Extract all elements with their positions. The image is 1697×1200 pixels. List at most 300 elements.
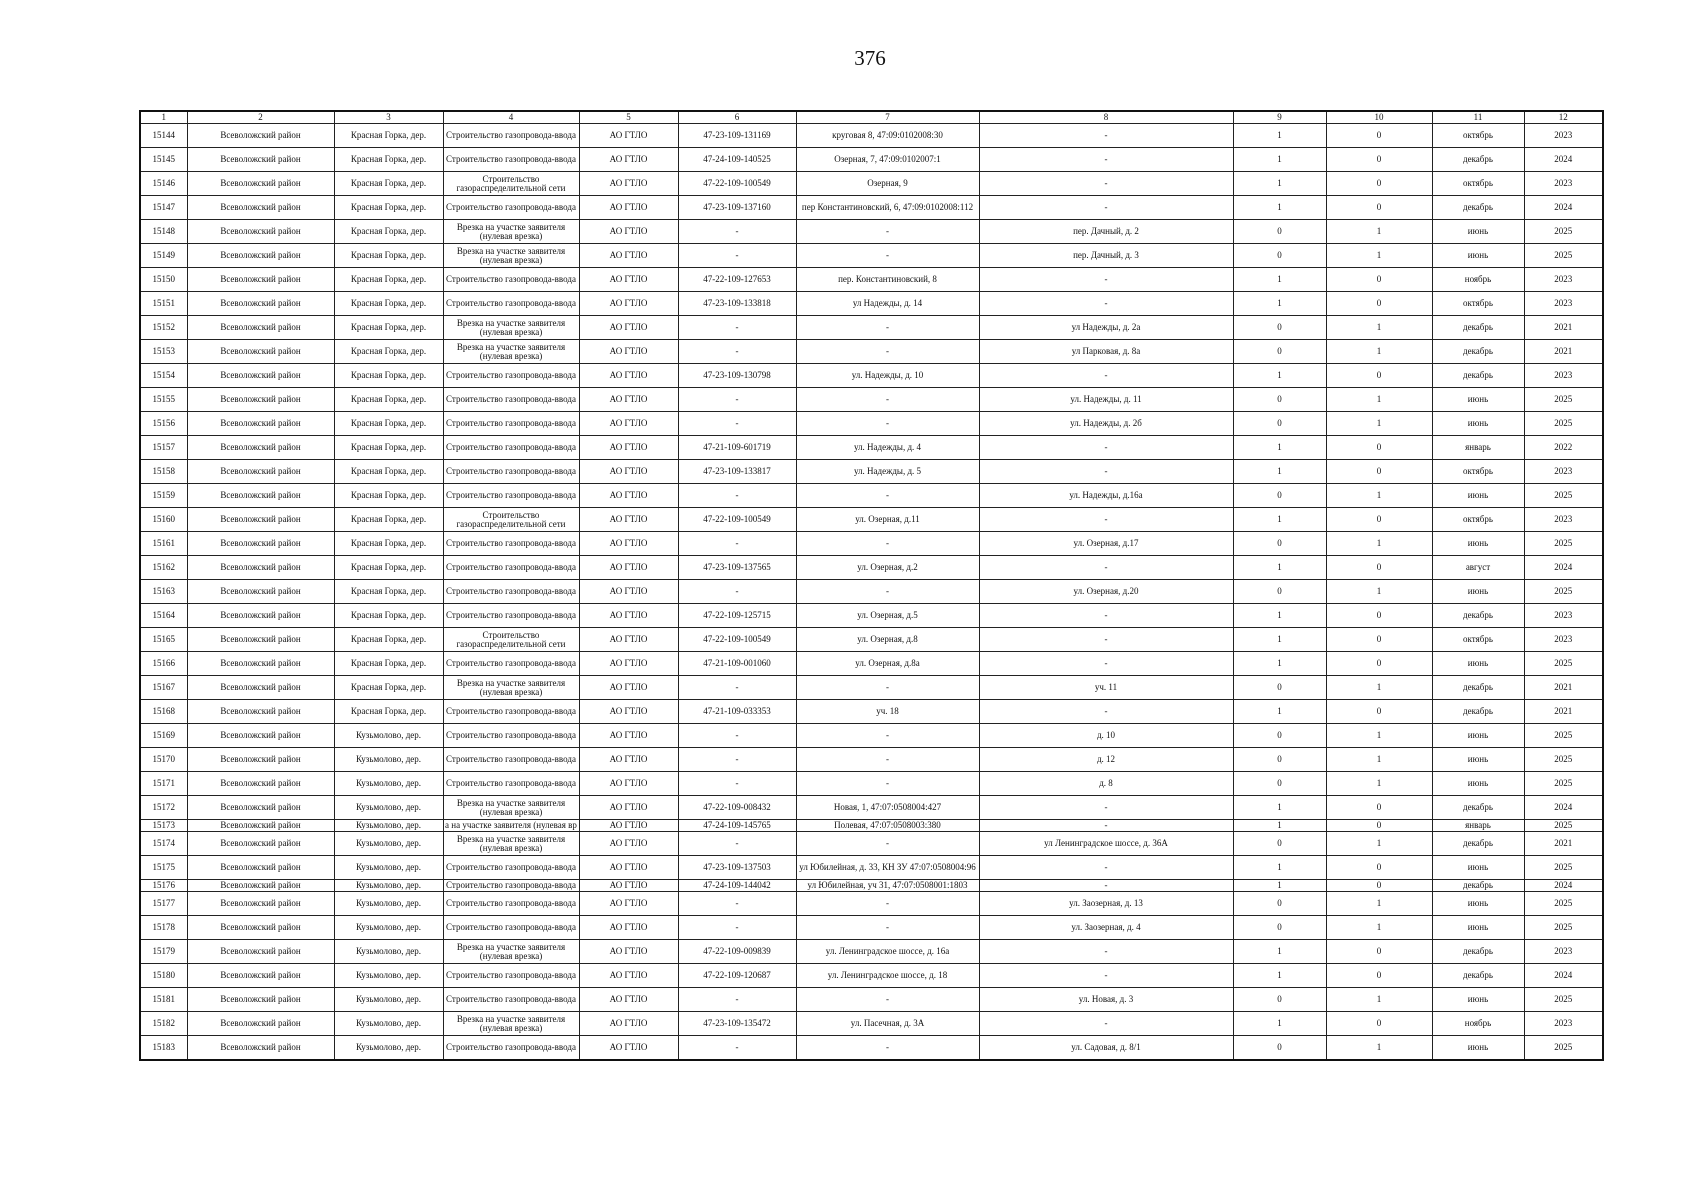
table-cell: Кузьмолово, дер. [334,940,443,964]
table-cell: июнь [1432,412,1524,436]
table-cell: 2025 [1524,220,1603,244]
table-cell: 1 [1233,196,1326,220]
table-cell: июнь [1432,220,1524,244]
table-cell: Кузьмолово, дер. [334,1012,443,1036]
table-cell: 47-23-109-130798 [678,364,796,388]
table-row [140,484,1603,508]
table-cell: 47-21-109-033353 [678,700,796,724]
table-cell: Всеволожский район [187,916,334,940]
table-cell: - [796,580,979,604]
table-cell: - [796,892,979,916]
table-cell: 15152 [140,316,187,340]
table-cell: Строительство газопровода-ввода [443,856,579,880]
table-cell: 15147 [140,196,187,220]
table-cell: - [796,676,979,700]
table-cell: Всеволожский район [187,484,334,508]
table-cell: Красная Горка, дер. [334,676,443,700]
table-cell: 15174 [140,832,187,856]
table-cell: 15156 [140,412,187,436]
table-cell: 0 [1233,724,1326,748]
table-cell: - [678,412,796,436]
table-body [140,124,1603,1061]
table-cell: АО ГТЛО [579,652,678,676]
table-cell: - [678,916,796,940]
table-cell: 15169 [140,724,187,748]
table-cell: Кузьмолово, дер. [334,916,443,940]
register-table [139,110,1604,1061]
table-cell: Строительство газопровода-ввода [443,436,579,460]
page-number: 376 [854,46,886,70]
table-cell: декабрь [1432,196,1524,220]
table-cell: Красная Горка, дер. [334,196,443,220]
table-cell: 0 [1326,172,1432,196]
table-cell: Строительство газопровода-ввода [443,964,579,988]
table-cell: 0 [1326,196,1432,220]
table-row [140,892,1603,916]
table-cell: 1 [1326,532,1432,556]
table-cell: Красная Горка, дер. [334,628,443,652]
table-cell: 2024 [1524,196,1603,220]
table-cell: д. 8 [979,772,1233,796]
table-cell: 15148 [140,220,187,244]
table-cell: АО ГТЛО [579,796,678,820]
table-cell: 47-22-109-100549 [678,628,796,652]
table-cell: Врезка на участке заявителя (нулевая врезка) [443,832,579,856]
table-row [140,796,1603,820]
table-cell: - [678,676,796,700]
table-cell: Красная Горка, дер. [334,532,443,556]
table-cell: Полевая, 47:07:0508003:380 [796,820,979,832]
table-row [140,964,1603,988]
table-cell: АО ГТЛО [579,268,678,292]
table-cell: Всеволожский район [187,268,334,292]
table-cell: Красная Горка, дер. [334,484,443,508]
table-cell: 15165 [140,628,187,652]
table-cell: ул Надежды, д. 2а [979,316,1233,340]
table-cell: июнь [1432,892,1524,916]
table-cell: пер Константиновский, 6, 47:09:0102008:112 [796,196,979,220]
table-cell: 0 [1326,964,1432,988]
table-cell: 1 [1326,988,1432,1012]
table-cell: 0 [1326,364,1432,388]
table-cell: ноябрь [1432,268,1524,292]
table-cell: АО ГТЛО [579,856,678,880]
table-cell: 2023 [1524,292,1603,316]
table-cell: ул. Озерная, д.2 [796,556,979,580]
table-cell: АО ГТЛО [579,196,678,220]
table-cell: 1 [1233,880,1326,892]
table-cell: 2025 [1524,412,1603,436]
table-cell: 2021 [1524,700,1603,724]
table-cell: 2023 [1524,508,1603,532]
table-cell: Всеволожский район [187,460,334,484]
table-cell: АО ГТЛО [579,172,678,196]
table-cell: 15153 [140,340,187,364]
table-cell: Всеволожский район [187,748,334,772]
table-cell: 2023 [1524,628,1603,652]
table-cell: 0 [1233,916,1326,940]
table-cell: АО ГТЛО [579,820,678,832]
table-cell: Всеволожский район [187,832,334,856]
table-row [140,916,1603,940]
table-cell: Всеволожский район [187,1012,334,1036]
table-cell: - [979,148,1233,172]
table-cell: 2023 [1524,364,1603,388]
table-cell: октябрь [1432,292,1524,316]
table-cell: АО ГТЛО [579,292,678,316]
table-row [140,196,1603,220]
table-row [140,388,1603,412]
table-cell: Врезка на участке заявителя (нулевая врезка) [443,340,579,364]
table-row [140,628,1603,652]
table-cell: 2025 [1524,388,1603,412]
table-cell: 15170 [140,748,187,772]
table-row [140,772,1603,796]
table-cell: Всеволожский район [187,580,334,604]
table-cell: ул Ленинградское шоссе, д. 36А [979,832,1233,856]
table-cell: 47-21-109-601719 [678,436,796,460]
table-cell: уч. 11 [979,676,1233,700]
table-cell: январь [1432,436,1524,460]
table-cell: июнь [1432,916,1524,940]
table-cell: - [796,988,979,1012]
table-cell: 0 [1326,820,1432,832]
table-cell: - [796,316,979,340]
column-header: 3 [334,111,443,124]
table-cell: декабрь [1432,964,1524,988]
table-cell: АО ГТЛО [579,988,678,1012]
table-row [140,652,1603,676]
table-cell: Красная Горка, дер. [334,652,443,676]
column-header: 2 [187,111,334,124]
column-header: 5 [579,111,678,124]
table-cell: - [796,220,979,244]
table-cell: Кузьмолово, дер. [334,880,443,892]
table-cell: Кузьмолово, дер. [334,748,443,772]
table-cell: ул. Пасечная, д. 3А [796,1012,979,1036]
table-row [140,172,1603,196]
table-cell: 2024 [1524,880,1603,892]
table-cell: ул. Ленинградское шоссе, д. 18 [796,964,979,988]
table-cell: Строительство газопровода-ввода [443,988,579,1012]
table-cell: 0 [1233,772,1326,796]
table-cell: - [796,244,979,268]
table-cell: 1 [1326,412,1432,436]
table-row [140,316,1603,340]
table-cell: Всеволожский район [187,292,334,316]
column-header: 1 [140,111,187,124]
table-cell: Врезка на участке заявителя (нулевая врезка) [443,940,579,964]
table-cell: - [979,268,1233,292]
table-cell: 0 [1233,748,1326,772]
table-cell: Строительство газопровода-ввода [443,1036,579,1061]
table-cell: 0 [1326,796,1432,820]
table-cell: 2021 [1524,676,1603,700]
table-cell: Врезка на участке заявителя (нулевая врезка) [443,316,579,340]
column-header: 4 [443,111,579,124]
table-cell: - [979,364,1233,388]
table-cell: Строительство газораспределительной сети [443,508,579,532]
table-row [140,364,1603,388]
table-cell: Всеволожский район [187,940,334,964]
table-cell: 2025 [1524,724,1603,748]
table-cell: 47-22-109-127653 [678,268,796,292]
table-cell: д. 10 [979,724,1233,748]
table-cell: 1 [1326,1036,1432,1061]
table-cell: - [979,964,1233,988]
table-cell: 15177 [140,892,187,916]
table-cell: 15155 [140,388,187,412]
table-cell: 47-23-109-131169 [678,124,796,148]
table-cell: 2025 [1524,1036,1603,1061]
table-cell: 2023 [1524,268,1603,292]
table-cell: Красная Горка, дер. [334,340,443,364]
table-row [140,124,1603,148]
table-cell: 2023 [1524,460,1603,484]
table-cell: АО ГТЛО [579,700,678,724]
table-cell: Всеволожский район [187,724,334,748]
table-cell: 1 [1233,148,1326,172]
table-cell: 15175 [140,856,187,880]
table-cell: 47-23-109-135472 [678,1012,796,1036]
table-cell: Озерная, 9 [796,172,979,196]
table-cell: 1 [1233,940,1326,964]
table-cell: - [796,724,979,748]
table-cell: Красная Горка, дер. [334,268,443,292]
table-cell: Строительство газораспределительной сети [443,172,579,196]
table-cell: 2021 [1524,316,1603,340]
table-cell: 1 [1233,700,1326,724]
table-row [140,220,1603,244]
table-cell: АО ГТЛО [579,724,678,748]
table-cell: 15180 [140,964,187,988]
table-cell: ул. Надежды, д. 4 [796,436,979,460]
table-cell: 1 [1233,964,1326,988]
table-cell: 47-23-109-133818 [678,292,796,316]
table-cell: 1 [1326,832,1432,856]
table-cell: - [678,772,796,796]
table-cell: 15176 [140,880,187,892]
table-cell: ул. Садовая, д. 8/1 [979,1036,1233,1061]
table-cell: АО ГТЛО [579,1012,678,1036]
table-cell: июнь [1432,244,1524,268]
table-cell: Кузьмолово, дер. [334,892,443,916]
table-cell: Красная Горка, дер. [334,460,443,484]
table-cell: - [979,172,1233,196]
table-cell: - [678,724,796,748]
table-cell: ул Надежды, д. 14 [796,292,979,316]
table-cell: Всеволожский район [187,148,334,172]
table-row [140,676,1603,700]
table-row [140,604,1603,628]
table-cell: 15179 [140,940,187,964]
table-cell: 15178 [140,916,187,940]
table-cell: - [796,832,979,856]
table-cell: ноябрь [1432,1012,1524,1036]
table-cell: д. 12 [979,748,1233,772]
table-cell: Красная Горка, дер. [334,700,443,724]
table-cell: 2025 [1524,748,1603,772]
table-cell: июнь [1432,1036,1524,1061]
table-cell: 47-23-109-137503 [678,856,796,880]
table-cell: 47-21-109-001060 [678,652,796,676]
table-cell: июнь [1432,532,1524,556]
table-cell: Кузьмолово, дер. [334,1036,443,1061]
table-cell: 47-22-109-008432 [678,796,796,820]
table-cell: 47-23-109-133817 [678,460,796,484]
table-cell: 0 [1326,460,1432,484]
table-cell: Строительство газопровода-ввода [443,748,579,772]
table-cell: 2021 [1524,832,1603,856]
table-cell: 0 [1233,388,1326,412]
table-cell: Врезка на участке заявителя (нулевая врезка) [443,1012,579,1036]
table-cell: Красная Горка, дер. [334,292,443,316]
table-cell: - [796,388,979,412]
table-cell: Строительство газораспределительной сети [443,628,579,652]
table-cell: Кузьмолово, дер. [334,724,443,748]
table-cell: Всеволожский район [187,676,334,700]
table-cell: 15171 [140,772,187,796]
table-cell: июнь [1432,388,1524,412]
table-cell: 15163 [140,580,187,604]
table-cell: 15183 [140,1036,187,1061]
table-row [140,940,1603,964]
table-cell: 1 [1233,856,1326,880]
table-cell: Красная Горка, дер. [334,388,443,412]
table-cell: АО ГТЛО [579,220,678,244]
table-row [140,436,1603,460]
table-cell: Кузьмолово, дер. [334,796,443,820]
table-cell: декабрь [1432,940,1524,964]
table-cell: 2025 [1524,772,1603,796]
table-cell: декабрь [1432,676,1524,700]
table-cell: 15145 [140,148,187,172]
table-cell: 1 [1233,364,1326,388]
table-cell: АО ГТЛО [579,1036,678,1061]
table-cell: Красная Горка, дер. [334,604,443,628]
column-header: 7 [796,111,979,124]
table-cell: Всеволожский район [187,820,334,832]
column-header: 8 [979,111,1233,124]
table-cell: 1 [1233,508,1326,532]
table-cell: - [979,880,1233,892]
table-cell: 0 [1326,292,1432,316]
table-cell: 2023 [1524,604,1603,628]
table-row [140,700,1603,724]
table-cell: - [979,292,1233,316]
table-cell: Всеволожский район [187,532,334,556]
table-cell: ул Юбилейная, д. 33, КН ЗУ 47:07:0508004:96 [796,856,979,880]
table-cell: 0 [1326,1012,1432,1036]
table-cell: ул. Надежды, д. 5 [796,460,979,484]
table-cell: Всеволожский район [187,772,334,796]
table-cell: декабрь [1432,364,1524,388]
table-cell: Красная Горка, дер. [334,172,443,196]
table-cell: Красная Горка, дер. [334,580,443,604]
table-cell: 1 [1233,1012,1326,1036]
table-cell: 2024 [1524,148,1603,172]
table-cell: 1 [1326,340,1432,364]
table-cell: Всеволожский район [187,436,334,460]
table-cell: 1 [1233,436,1326,460]
table-cell: Строительство газопровода-ввода [443,148,579,172]
table-cell: 0 [1326,700,1432,724]
table-cell: АО ГТЛО [579,244,678,268]
table-cell: июнь [1432,748,1524,772]
table-cell: Всеволожский район [187,124,334,148]
table-cell: Новая, 1, 47:07:0508004:427 [796,796,979,820]
table-cell: 1 [1233,292,1326,316]
table-cell: 0 [1326,604,1432,628]
table-cell: пер. Дачный, д. 3 [979,244,1233,268]
table-cell: 47-24-109-144042 [678,880,796,892]
table-cell: 47-23-109-137565 [678,556,796,580]
table-cell: Строительство газопровода-ввода [443,268,579,292]
table-cell: - [979,556,1233,580]
table-cell: - [678,832,796,856]
table-cell: Всеволожский район [187,388,334,412]
table-cell: 1 [1233,172,1326,196]
table-cell: 0 [1326,508,1432,532]
table-cell: - [678,1036,796,1061]
table-cell: Кузьмолово, дер. [334,772,443,796]
table-cell: октябрь [1432,172,1524,196]
table-cell: 1 [1326,676,1432,700]
table-cell: ул. Новая, д. 3 [979,988,1233,1012]
table-cell: Красная Горка, дер. [334,148,443,172]
table-cell: - [979,940,1233,964]
table-cell: Всеволожский район [187,364,334,388]
table-cell: 47-23-109-137160 [678,196,796,220]
table-cell: ул. Озерная, д.17 [979,532,1233,556]
table-cell: АО ГТЛО [579,484,678,508]
table-cell: 1 [1326,772,1432,796]
table-cell: июнь [1432,772,1524,796]
table-cell: ул. Надежды, д. 2б [979,412,1233,436]
table-cell: Всеволожский район [187,1036,334,1061]
table-cell: - [678,340,796,364]
table-cell: июнь [1432,988,1524,1012]
table-cell: АО ГТЛО [579,964,678,988]
table-cell: пер. Константиновский, 8 [796,268,979,292]
table-cell: АО ГТЛО [579,412,678,436]
table-cell: Строительство газопровода-ввода [443,412,579,436]
table-cell: 1 [1326,580,1432,604]
table-cell: 0 [1326,268,1432,292]
table-cell: АО ГТЛО [579,772,678,796]
table-cell: 1 [1233,652,1326,676]
table-row [140,508,1603,532]
table-cell: ул. Озерная, д.5 [796,604,979,628]
table-cell: 2025 [1524,820,1603,832]
table-cell: - [678,988,796,1012]
table-cell: 0 [1233,220,1326,244]
table-row [140,856,1603,880]
table-cell: Строительство газопровода-ввода [443,460,579,484]
table-row [140,988,1603,1012]
table-cell: Всеволожский район [187,316,334,340]
table-row [140,340,1603,364]
table-cell: АО ГТЛО [579,580,678,604]
table-cell: 1 [1326,388,1432,412]
table-cell: - [796,916,979,940]
table-cell: декабрь [1432,148,1524,172]
table-cell: - [678,892,796,916]
table-cell: 0 [1233,412,1326,436]
table-cell: 47-24-109-140525 [678,148,796,172]
table-cell: 0 [1326,148,1432,172]
table-cell: 47-22-109-120687 [678,964,796,988]
